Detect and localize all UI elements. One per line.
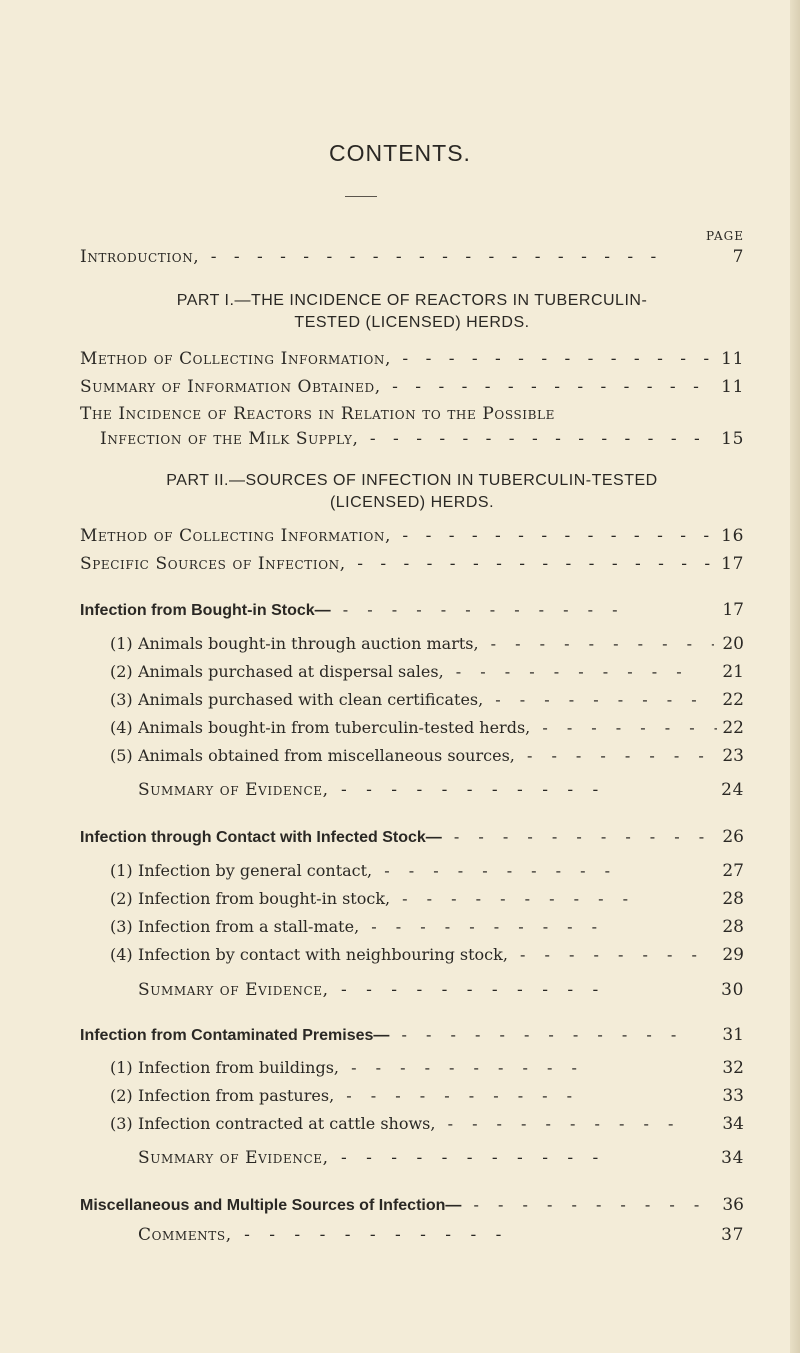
toc-item[interactable] <box>110 746 744 766</box>
item-page: 34 <box>722 1114 744 1134</box>
item-page: 23 <box>722 746 744 766</box>
comments-label: Comments, - - - <box>138 1225 714 1245</box>
summary-page: 24 <box>721 780 744 800</box>
toc-entry-page: 11 <box>721 349 744 369</box>
toc-entry-label: Specific Sources of Infection, - - - <box>80 554 714 574</box>
toc-item[interactable] <box>110 861 744 881</box>
section-miscellaneous[interactable] <box>80 1195 744 1215</box>
toc-entry-page: 11 <box>721 377 744 397</box>
item-number: (2) <box>110 1086 133 1105</box>
toc-entry-page: 17 <box>721 554 744 574</box>
toc-entry-page: 16 <box>721 526 744 546</box>
item-page: 21 <box>722 662 744 682</box>
section-title: Miscellaneous and Multiple Sources of Infection— - - - <box>80 1195 716 1215</box>
summary-page: 34 <box>721 1148 744 1168</box>
part1-heading <box>80 290 744 334</box>
toc-item[interactable] <box>110 1058 744 1078</box>
toc-item[interactable] <box>110 690 744 710</box>
item-label: Infection from pastures, - - - <box>138 1086 714 1105</box>
toc-entry[interactable] <box>80 554 744 576</box>
toc-entry-label: Method of Collecting Information, - - - <box>80 349 714 369</box>
toc-entry-page: 7 <box>732 247 744 267</box>
item-label: Infection from a stall-mate, - - - <box>138 917 714 936</box>
summary-of-evidence[interactable] <box>138 980 744 1000</box>
section-page: 17 <box>722 600 744 620</box>
section-page: 36 <box>722 1195 744 1215</box>
part2-heading-line1: PART II.—SOURCES OF INFECTION IN TUBERCULIN-TESTED <box>166 472 658 489</box>
section-bought-in-stock[interactable] <box>80 600 744 620</box>
toc-item[interactable] <box>110 889 744 909</box>
toc-entry-label: Summary of Information Obtained, - - - <box>80 377 714 397</box>
item-page: 22 <box>722 690 744 710</box>
section-title: Infection from Bought-in Stock— - - - <box>80 600 714 620</box>
toc-item[interactable] <box>110 1086 744 1106</box>
section-page: 26 <box>722 827 744 847</box>
toc-item[interactable] <box>110 718 744 738</box>
item-label: Animals bought-in through auction marts, - - - <box>138 634 714 653</box>
section-contact-infected-stock[interactable] <box>80 827 744 847</box>
page-edge <box>790 0 800 1353</box>
title-rule <box>345 196 377 197</box>
toc-item[interactable] <box>110 917 744 937</box>
toc-entry[interactable] <box>80 526 744 548</box>
page-title: CONTENTS. <box>329 140 471 166</box>
item-label: Infection from buildings, - - - <box>138 1058 714 1077</box>
item-number: (3) <box>110 917 133 936</box>
section-title: Infection through Contact with Infected Stock— - - - <box>80 827 715 847</box>
item-number: (3) <box>110 1114 133 1133</box>
item-number: (1) <box>110 861 133 880</box>
toc-item[interactable] <box>110 662 744 682</box>
toc-entry-incidence-line1: The Incidence of Reactors in Relation to the Possible <box>80 404 555 424</box>
page-column-heading: PAGE <box>706 229 744 243</box>
item-label: Infection by general contact, - - - <box>138 861 714 880</box>
toc-item[interactable] <box>110 945 744 965</box>
item-number: (1) <box>110 634 133 653</box>
comments-page: 37 <box>721 1225 744 1245</box>
part1-heading-line2: TESTED (LICENSED) HERDS. <box>294 314 530 331</box>
toc-entry-label: Introduction, - - - <box>80 247 714 267</box>
section-contaminated-premises[interactable] <box>80 1025 744 1045</box>
part1-heading-line1: PART I.—THE INCIDENCE OF REACTORS IN TUBERCULIN- <box>176 292 648 309</box>
section-title: Infection from Contaminated Premises— - - - <box>80 1025 714 1045</box>
item-label: Animals purchased with clean certificates, - - - <box>138 690 715 709</box>
toc-entry-label: Method of Collecting Information, - - - <box>80 526 714 546</box>
comments-entry[interactable] <box>138 1225 744 1245</box>
summary-label: Summary of Evidence, - - - <box>138 1148 714 1168</box>
item-label: Animals purchased at dispersal sales, - - - <box>138 662 714 681</box>
item-label: Animals obtained from miscellaneous sources, - - - <box>138 746 716 765</box>
toc-entry-introduction[interactable] <box>80 247 744 269</box>
summary-of-evidence[interactable] <box>138 1148 744 1168</box>
item-label: Infection contracted at cattle shows, - - - <box>138 1114 714 1133</box>
item-number: (2) <box>110 889 133 908</box>
item-number: (1) <box>110 1058 133 1077</box>
item-number: (2) <box>110 662 133 681</box>
item-page: 28 <box>722 889 744 909</box>
summary-label: Summary of Evidence, - - - <box>138 780 714 800</box>
item-page: 28 <box>722 917 744 937</box>
item-page: 22 <box>722 718 744 738</box>
item-number: (4) <box>110 718 133 737</box>
section-page: 31 <box>722 1025 744 1045</box>
summary-of-evidence[interactable] <box>138 780 744 800</box>
toc-entry[interactable] <box>80 349 744 371</box>
summary-page: 30 <box>721 980 744 1000</box>
item-label: Infection by contact with neighbouring stock, - - - <box>138 945 716 964</box>
toc-entry-incidence[interactable] <box>100 429 744 451</box>
item-page: 27 <box>722 861 744 881</box>
item-page: 33 <box>722 1086 744 1106</box>
item-page: 32 <box>722 1058 744 1078</box>
item-page: 20 <box>722 634 744 654</box>
toc-entry-label: Infection of the Milk Supply, - - - <box>100 429 714 449</box>
item-number: (4) <box>110 945 133 964</box>
item-page: 29 <box>722 945 744 965</box>
part2-heading-line2: (LICENSED) HERDS. <box>329 494 495 511</box>
item-number: (5) <box>110 746 133 765</box>
item-label: Animals bought-in from tuberculin-tested herds, - - - <box>138 718 717 737</box>
toc-entry-page: 15 <box>721 429 744 449</box>
part2-heading <box>80 470 744 514</box>
toc-item[interactable] <box>110 634 744 654</box>
summary-label: Summary of Evidence, - - - <box>138 980 714 1000</box>
toc-entry[interactable] <box>80 377 744 399</box>
item-number: (3) <box>110 690 133 709</box>
item-label: Infection from bought-in stock, - - - <box>138 889 714 908</box>
toc-item[interactable] <box>110 1114 744 1134</box>
